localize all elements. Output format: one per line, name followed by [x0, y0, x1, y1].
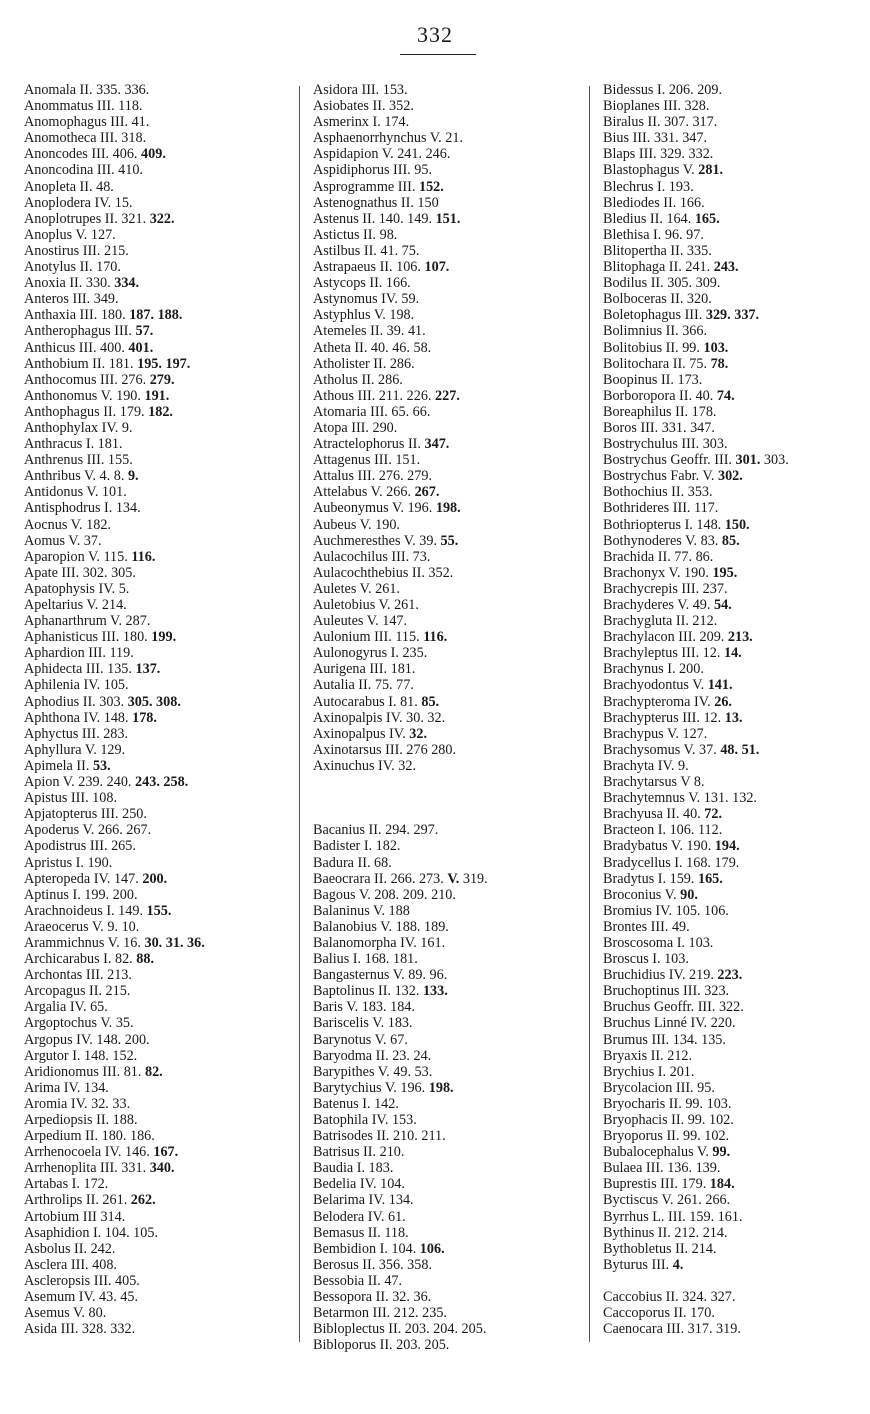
- index-entry: Belodera IV. 61.: [313, 1208, 406, 1225]
- index-entry: Arpediopsis II. 188.: [24, 1112, 138, 1128]
- index-entry: Artobium III 314.: [24, 1208, 126, 1225]
- index-entry: Astilbus II. 41. 75.: [313, 242, 420, 259]
- index-entry: Anopleta II. 48.: [24, 178, 114, 195]
- header-rule: [400, 54, 476, 55]
- index-entry: Barypithes V. 49. 53.: [313, 1063, 433, 1080]
- index-entry: Balanomorpha IV. 161.: [313, 934, 446, 951]
- index-entry: Asbolus II. 242.: [24, 1240, 116, 1257]
- index-entry: Axinotarsus III. 276 280.: [313, 741, 457, 758]
- index-entry: Asprogramme III. 152.: [313, 178, 444, 195]
- index-entry: Aptinus I. 199. 200.: [24, 886, 138, 903]
- index-entry: Argopus IV. 148. 200.: [24, 1031, 150, 1048]
- index-entry: Anostirus III. 215.: [24, 242, 129, 259]
- index-entry: Auleutes V. 147.: [313, 613, 408, 630]
- index-entry: Apristus I. 190.: [24, 854, 113, 871]
- index-entry: Bothrideres III. 117.: [603, 500, 719, 517]
- index-entry: Brachyleptus III. 12. 14.: [603, 645, 742, 662]
- index-entry: Batrisodes II. 210. 211.: [313, 1128, 446, 1145]
- index-entry: Anoncodina III. 410.: [24, 162, 143, 179]
- index-entry: Bryaxis II. 212.: [603, 1047, 693, 1064]
- blank-line: [603, 1273, 789, 1289]
- index-entry: Asclera III. 408.: [24, 1256, 117, 1273]
- index-entry: Brachypterus III. 12. 13.: [603, 709, 743, 726]
- index-entry: Blediodes II. 166.: [603, 194, 705, 211]
- index-entry: Anomotheca III. 318.: [24, 130, 147, 147]
- index-entry: Bius III. 331. 347.: [603, 130, 708, 147]
- index-entry: Aphodius II. 303. 305. 308.: [24, 693, 181, 710]
- index-entry: Aulacochilus III. 73.: [313, 548, 431, 565]
- index-entry: Argoptochus V. 35.: [24, 1015, 134, 1032]
- index-entry: Anthicus III. 400. 401.: [24, 339, 154, 356]
- index-entry: Bessobia II. 47.: [313, 1272, 403, 1289]
- index-entry: Bariscelis V. 183.: [313, 1015, 413, 1032]
- index-entry: Arachnoideus I. 149. 155.: [24, 902, 172, 919]
- index-entry: Bruchus Geoffr. III. 322.: [603, 999, 744, 1016]
- index-column-3: [603, 82, 789, 1337]
- index-entry: Asida III. 328. 332.: [24, 1321, 136, 1338]
- index-entry: Barynotus V. 67.: [313, 1031, 408, 1048]
- index-entry: Aphilenia IV. 105.: [24, 677, 129, 694]
- index-entry: Apate III. 302. 305.: [24, 564, 136, 581]
- index-entry: Buprestis III. 179. 184.: [603, 1176, 735, 1193]
- index-entry: Atemeles II. 39. 41.: [313, 323, 426, 340]
- index-entry: Astrapaeus II. 106. 107.: [313, 259, 450, 276]
- index-entry: Baeocrara II. 266. 273. V. 319.: [313, 870, 488, 887]
- index-entry: Atopa III. 290.: [313, 419, 398, 436]
- index-entry: Anomophagus III. 41.: [24, 114, 150, 131]
- index-entry: Asemus V. 80.: [24, 1305, 107, 1322]
- index-entry: Aparopion V. 115. 116.: [24, 548, 156, 565]
- index-entry: Byctiscus V. 261. 266.: [603, 1192, 731, 1209]
- index-entry: Bythinus II. 212. 214.: [603, 1224, 728, 1241]
- index-entry: Araeocerus V. 9. 10.: [24, 918, 140, 935]
- index-entry: Axinopalpus IV. 32.: [313, 725, 428, 742]
- index-entry: Atholister II. 286.: [313, 355, 415, 372]
- index-entry: Batophila IV. 153.: [313, 1112, 417, 1128]
- index-entry: Axinopalpis IV. 30. 32.: [313, 709, 446, 726]
- index-entry: Atholus II. 286.: [313, 371, 403, 388]
- index-entry: Caenocara III. 317. 319.: [603, 1321, 741, 1338]
- index-entry: Borboropora II. 40. 74.: [603, 387, 735, 404]
- index-entry: Baryodma II. 23. 24.: [313, 1047, 432, 1064]
- index-entry: Boopinus II. 173.: [603, 371, 703, 388]
- index-entry: Boros III. 331. 347.: [603, 419, 715, 436]
- index-entry: Arrhenoplita III. 331. 340.: [24, 1160, 175, 1177]
- index-entry: Bruchidius IV. 219. 223.: [603, 967, 743, 984]
- index-entry: Boreaphilus II. 178.: [603, 403, 717, 420]
- index-entry: Brachytarsus V 8.: [603, 774, 705, 791]
- index-entry: Atomaria III. 65. 66.: [313, 403, 431, 420]
- index-entry: Bulaea III. 136. 139.: [603, 1160, 721, 1177]
- index-entry: Brachylacon III. 209. 213.: [603, 629, 753, 646]
- index-entry: Bryophacis II. 99. 102.: [603, 1112, 734, 1128]
- index-entry: Arthrolips II. 261. 262.: [24, 1192, 156, 1209]
- index-entry: Auletes V. 261.: [313, 580, 400, 597]
- index-entry: Baudia I. 183.: [313, 1160, 394, 1177]
- page-number: 332: [417, 22, 453, 47]
- index-entry: Anomala II. 335. 336.: [24, 82, 150, 98]
- blank-line: [313, 774, 488, 790]
- index-entry: Asaphidion I. 104. 105.: [24, 1224, 158, 1241]
- index-entry: Brachyderes V. 49. 54.: [603, 597, 732, 613]
- index-entry: Anteros III. 349.: [24, 291, 119, 308]
- index-entry: Anoplus V. 127.: [24, 226, 116, 243]
- index-entry: Astycops II. 166.: [313, 275, 411, 292]
- index-entry: Brachygluta II. 212.: [603, 613, 718, 630]
- index-entry: Badister I. 182.: [313, 838, 401, 855]
- index-entry: Apjatopterus III. 250.: [24, 806, 147, 823]
- index-entry: Aulacochthebius II. 352.: [313, 564, 454, 581]
- index-entry: Caccobius II. 324. 327.: [603, 1289, 736, 1306]
- index-entry: Atheta II. 40. 46. 58.: [313, 339, 432, 356]
- index-entry: Archontas III. 213.: [24, 967, 132, 984]
- index-entry: Anotylus II. 170.: [24, 259, 121, 276]
- index-entry: Broscosoma I. 103.: [603, 934, 714, 951]
- index-entry: Apodistrus III. 265.: [24, 838, 136, 855]
- index-entry: Bruchus Linné IV. 220.: [603, 1015, 736, 1032]
- index-entry: Anthobium II. 181. 195. 197.: [24, 355, 191, 372]
- index-entry: Balius I. 168. 181.: [313, 951, 418, 968]
- index-entry: Antherophagus III. 57.: [24, 323, 154, 340]
- index-entry: Anoncodes III. 406. 409.: [24, 146, 166, 163]
- index-entry: Anommatus III. 118.: [24, 98, 143, 115]
- index-entry: Arrhenocoela IV. 146. 167.: [24, 1144, 179, 1161]
- index-entry: Broconius V. 90.: [603, 886, 698, 903]
- index-entry: Bolitochara II. 75. 78.: [603, 355, 729, 372]
- index-entry: Bledius II. 164. 165.: [603, 210, 720, 227]
- index-entry: Bostrychus Geoffr. III. 301. 303.: [603, 452, 789, 469]
- index-entry: Boletophagus III. 329. 337.: [603, 307, 760, 324]
- index-entry: Ascleropsis III. 405.: [24, 1272, 140, 1289]
- index-entry: Brachyta IV. 9.: [603, 757, 689, 774]
- index-entry: Anthaxia III. 180. 187. 188.: [24, 307, 183, 324]
- index-entry: Athous III. 211. 226. 227.: [313, 387, 460, 404]
- index-entry: Aocnus V. 182.: [24, 516, 111, 533]
- index-entry: Aphanarthrum V. 287.: [24, 613, 151, 630]
- index-column-1: [24, 82, 205, 1337]
- index-entry: Bolboceras II. 320.: [603, 291, 712, 308]
- index-entry: Bruchoptinus III. 323.: [603, 983, 730, 1000]
- index-entry: Asphaenorrhynchus V. 21.: [313, 130, 464, 147]
- index-entry: Apion V. 239. 240. 243. 258.: [24, 774, 189, 791]
- index-entry: Archicarabus I. 82. 88.: [24, 951, 155, 968]
- index-entry: Berosus II. 356. 358.: [313, 1256, 433, 1273]
- blank-line: [313, 790, 488, 806]
- index-entry: Aspidiphorus III. 95.: [313, 162, 433, 179]
- index-entry: Bioplanes III. 328.: [603, 98, 710, 115]
- index-entry: Brachypus V. 127.: [603, 725, 708, 742]
- index-entry: Bromius IV. 105. 106.: [603, 902, 729, 919]
- index-entry: Antidonus V. 101.: [24, 484, 127, 501]
- index-entry: Belarima IV. 134.: [313, 1192, 414, 1209]
- index-entry: Bolimnius II. 366.: [603, 323, 708, 340]
- index-entry: Bedelia IV. 104.: [313, 1176, 405, 1193]
- index-entry: Apteropeda IV. 147. 200.: [24, 870, 168, 887]
- index-entry: Astyphlus V. 198.: [313, 307, 415, 324]
- index-entry: Blastophagus V. 281.: [603, 162, 724, 179]
- index-entry: Bodilus II. 305. 309.: [603, 275, 721, 292]
- index-entry: Attalus III. 276. 279.: [313, 468, 433, 485]
- index-entry: Balaninus V. 188: [313, 902, 410, 919]
- index-entry: Brumus III. 134. 135.: [603, 1031, 726, 1048]
- index-entry: Attelabus V. 266. 267.: [313, 484, 440, 501]
- index-entry: Blaps III. 329. 332.: [603, 146, 714, 163]
- index-entry: Arcopagus II. 215.: [24, 983, 131, 1000]
- index-entry: Aspidapion V. 241. 246.: [313, 146, 451, 163]
- index-entry: Bradycellus I. 168. 179.: [603, 854, 740, 871]
- index-entry: Asiobates II. 352.: [313, 98, 414, 115]
- index-entry: Asmerinx I. 174.: [313, 114, 410, 131]
- index-entry: Brachypteroma IV. 26.: [603, 693, 732, 710]
- index-entry: Arpedium II. 180. 186.: [24, 1128, 155, 1145]
- index-entry: Asemum IV. 43. 45.: [24, 1289, 139, 1306]
- index-entry: Anthophagus II. 179. 182.: [24, 403, 173, 420]
- index-entry: Bagous V. 208. 209. 210.: [313, 886, 456, 903]
- index-entry: Aphthona IV. 148. 178.: [24, 709, 157, 726]
- index-entry: Broscus I. 103.: [603, 951, 689, 968]
- index-entry: Biralus II. 307. 317.: [603, 114, 718, 131]
- index-entry: Aubeonymus V. 196. 198.: [313, 500, 461, 517]
- index-entry: Bostrychulus III. 303.: [603, 436, 728, 453]
- index-entry: Bangasternus V. 89. 96.: [313, 967, 448, 984]
- index-entry: Autalia II. 75. 77.: [313, 677, 414, 694]
- index-entry: Anoplodera IV. 15.: [24, 194, 133, 211]
- index-entry: Betarmon III. 212. 235.: [313, 1305, 447, 1322]
- index-entry: Astenognathus II. 150: [313, 194, 439, 211]
- index-entry: Aulonium III. 115. 116.: [313, 629, 448, 646]
- index-entry: Aurigena III. 181.: [313, 661, 416, 678]
- index-entry: Batenus I. 142.: [313, 1095, 399, 1112]
- index-entry: Bothynoderes V. 83. 85.: [603, 532, 740, 549]
- index-entry: Anoplotrupes II. 321. 322.: [24, 210, 175, 227]
- index-entry: Brycolacion III. 95.: [603, 1079, 715, 1096]
- index-entry: Aphyctus III. 283.: [24, 725, 129, 742]
- index-entry: Bothochius II. 353.: [603, 484, 713, 501]
- index-entry: Apistus III. 108.: [24, 790, 118, 807]
- index-entry: Arima IV. 134.: [24, 1079, 109, 1096]
- index-entry: Antisphodrus I. 134.: [24, 500, 141, 517]
- index-entry: Bidessus I. 206. 209.: [603, 82, 723, 98]
- index-entry: Aphyllura V. 129.: [24, 741, 126, 758]
- index-entry: Bothriopterus I. 148. 150.: [603, 516, 750, 533]
- index-entry: Byturus III. 4.: [603, 1256, 684, 1273]
- index-entry: Brachysomus V. 37. 48. 51.: [603, 741, 760, 758]
- index-column-2: [313, 82, 488, 1353]
- index-entry: Aubeus V. 190.: [313, 516, 400, 533]
- index-entry: Byrrhus L. III. 159. 161.: [603, 1208, 743, 1225]
- index-entry: Blitophaga II. 241. 243.: [603, 259, 739, 276]
- index-entry: Brachyusa II. 40. 72.: [603, 806, 722, 823]
- index-entry: Brachonyx V. 190. 195.: [603, 564, 738, 581]
- index-entry: Anthrenus III. 155.: [24, 452, 133, 469]
- index-entry: Aomus V. 37.: [24, 532, 102, 549]
- index-entry: Bemasus II. 118.: [313, 1224, 409, 1241]
- index-entry: Autocarabus I. 81. 85.: [313, 693, 440, 710]
- index-entry: Auletobius V. 261.: [313, 597, 419, 613]
- index-entry: Bembidion I. 104. 106.: [313, 1240, 445, 1257]
- index-entry: Bolitobius II. 99. 103.: [603, 339, 729, 356]
- index-entry: Anthracus I. 181.: [24, 436, 123, 453]
- index-entry: Anthophylax IV. 9.: [24, 419, 133, 436]
- index-entry: Balanobius V. 188. 189.: [313, 918, 449, 935]
- index-entry: Astynomus IV. 59.: [313, 291, 420, 308]
- index-entry: Badura II. 68.: [313, 854, 392, 871]
- index-entry: Bythobletus II. 214.: [603, 1240, 717, 1257]
- index-entry: Bibloporus II. 203. 205.: [313, 1337, 450, 1354]
- index-entry: Apimela II. 53.: [24, 757, 111, 774]
- index-entry: Astenus II. 140. 149. 151.: [313, 210, 461, 227]
- index-entry: Asidora III. 153.: [313, 82, 408, 98]
- index-entry: Bibloplectus II. 203. 204. 205.: [313, 1321, 487, 1338]
- index-entry: Baptolinus II. 132. 133.: [313, 983, 448, 1000]
- index-entry: Argalia IV. 65.: [24, 999, 108, 1016]
- index-entry: Baris V. 183. 184.: [313, 999, 415, 1016]
- index-entry: Bradytus I. 159. 165.: [603, 870, 723, 887]
- index-entry: Brachynus I. 200.: [603, 661, 704, 678]
- index-entry: Bacanius II. 294. 297.: [313, 822, 439, 839]
- index-entry: Bryocharis II. 99. 103.: [603, 1095, 732, 1112]
- index-entry: Brychius I. 201.: [603, 1063, 695, 1080]
- index-entry: Blitopertha II. 335.: [603, 242, 712, 259]
- index-entry: Barytychius V. 196. 198.: [313, 1079, 454, 1096]
- index-entry: Bubalocephalus V. 99.: [603, 1144, 731, 1161]
- index-entry: Apoderus V. 266. 267.: [24, 822, 152, 839]
- index-entry: Aridionomus III. 81. 82.: [24, 1063, 163, 1080]
- index-entry: Astictus II. 98.: [313, 226, 398, 243]
- index-entry: Aulonogyrus I. 235.: [313, 645, 428, 662]
- index-entry: Bostrychus Fabr. V. 302.: [603, 468, 743, 485]
- index-entry: Bessopora II. 32. 36.: [313, 1289, 432, 1306]
- index-entry: Apatophysis IV. 5.: [24, 580, 130, 597]
- index-entry: Aphardion III. 119.: [24, 645, 134, 662]
- index-entry: Attagenus III. 151.: [313, 452, 421, 469]
- index-entry: Brachycrepis III. 237.: [603, 580, 728, 597]
- blank-line: [313, 806, 488, 822]
- index-entry: Axinuchus IV. 32.: [313, 757, 416, 774]
- column-divider: [589, 86, 590, 1342]
- index-entry: Atractelophorus II. 347.: [313, 436, 450, 453]
- index-entry: Caccoporus II. 170.: [603, 1305, 715, 1322]
- index-entry: Anthocomus III. 276. 279.: [24, 371, 175, 388]
- index-entry: Bracteon I. 106. 112.: [603, 822, 723, 839]
- index-entry: Anthribus V. 4. 8. 9.: [24, 468, 139, 485]
- index-entry: Aphanisticus III. 180. 199.: [24, 629, 177, 646]
- index-entry: Brontes III. 49.: [603, 918, 690, 935]
- index-entry: Artabas I. 172.: [24, 1176, 109, 1193]
- index-entry: Argutor I. 148. 152.: [24, 1047, 138, 1064]
- index-entry: Bradybatus V. 190. 194.: [603, 838, 740, 855]
- index-entry: Blechrus I. 193.: [603, 178, 694, 195]
- index-entry: Brachida II. 77. 86.: [603, 548, 714, 565]
- index-entry: Arammichnus V. 16. 30. 31. 36.: [24, 934, 205, 951]
- index-entry: Aromia IV. 32. 33.: [24, 1095, 131, 1112]
- index-entry: Bryoporus II. 99. 102.: [603, 1128, 730, 1145]
- index-entry: Apeltarius V. 214.: [24, 597, 127, 613]
- index-entry: Anoxia II. 330. 334.: [24, 275, 140, 292]
- index-entry: Anthonomus V. 190. 191.: [24, 387, 170, 404]
- index-entry: Brachytemnus V. 131. 132.: [603, 790, 757, 807]
- column-divider: [299, 86, 300, 1342]
- index-entry: Blethisa I. 96. 97.: [603, 226, 704, 243]
- index-entry: Aphidecta III. 135. 137.: [24, 661, 161, 678]
- index-entry: Batrisus II. 210.: [313, 1144, 405, 1161]
- index-entry: Brachyodontus V. 141.: [603, 677, 733, 694]
- index-entry: Auchmeresthes V. 39. 55.: [313, 532, 459, 549]
